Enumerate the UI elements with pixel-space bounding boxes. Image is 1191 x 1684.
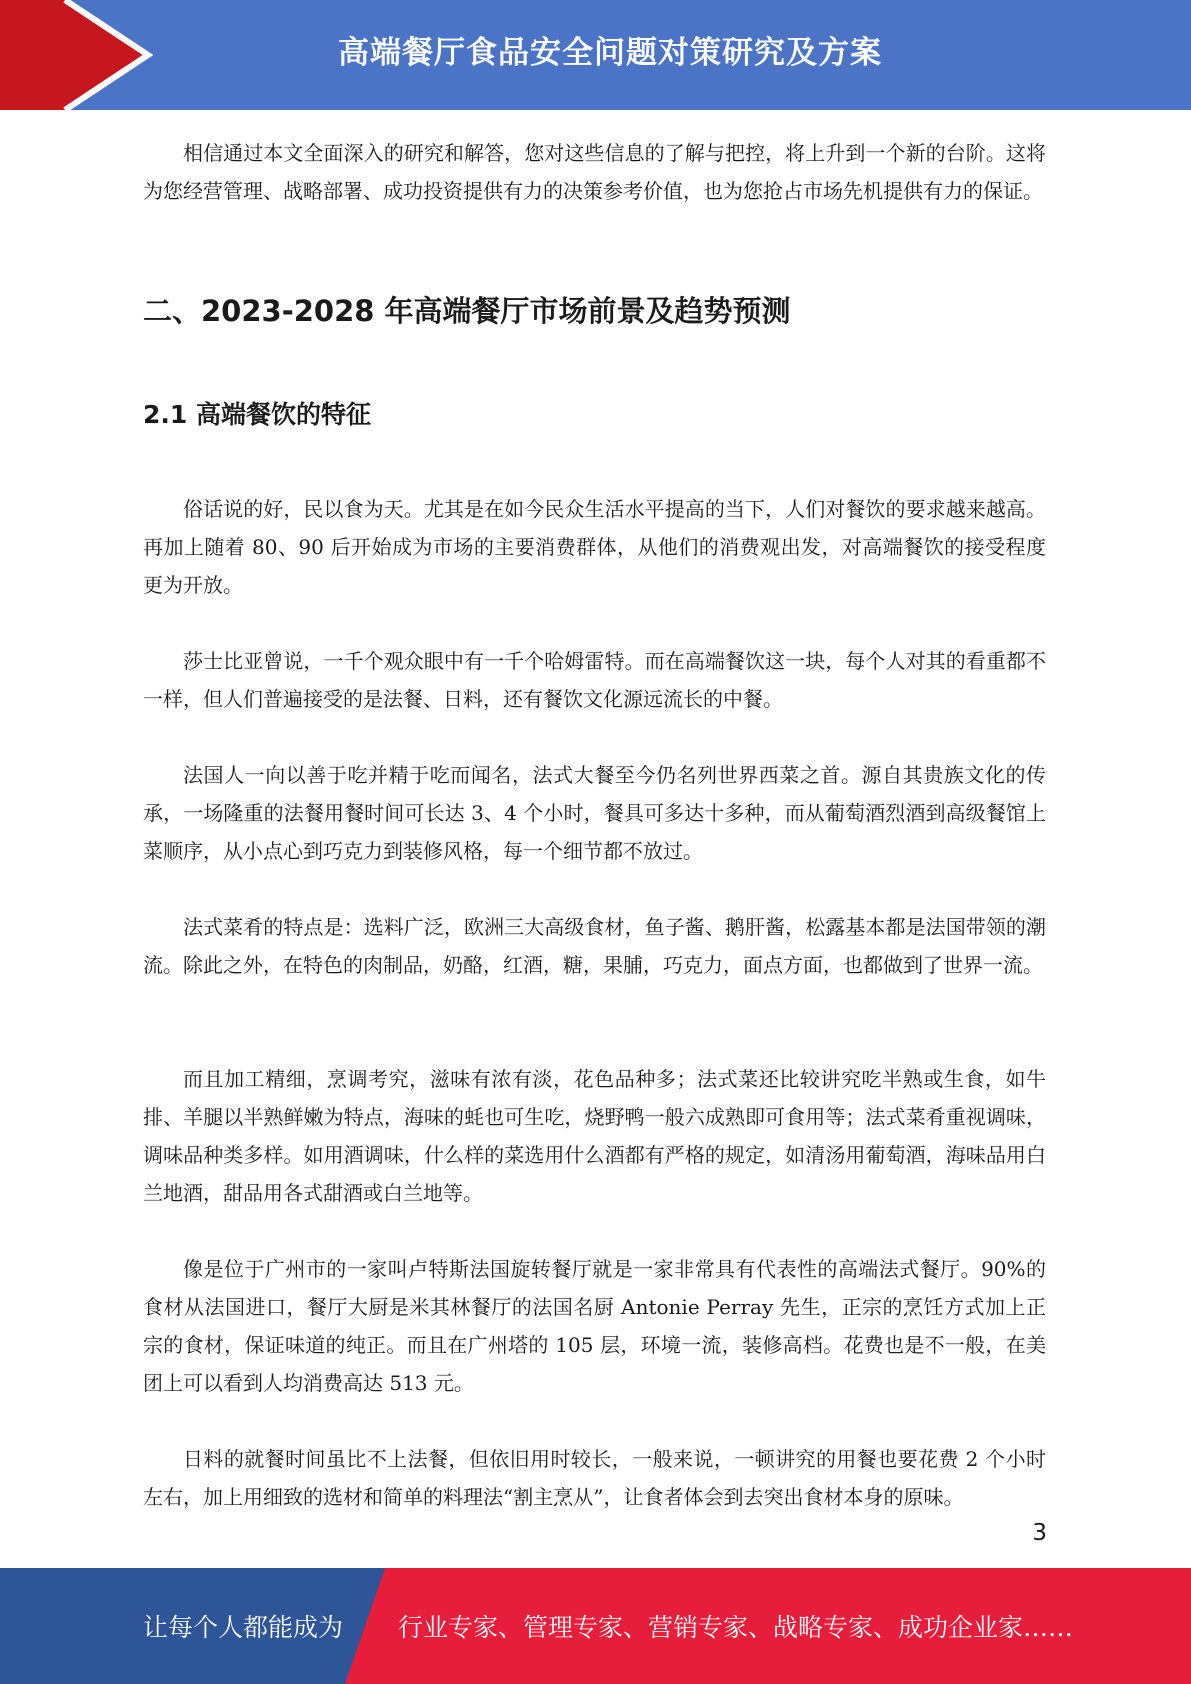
footer-slogan-right: 行业专家、管理专家、营销专家、战略专家、成功企业家…… xyxy=(398,1613,1074,1642)
footer-slogan-left: 让每个人都能成为 xyxy=(143,1613,344,1642)
subsection-heading: 2.1 高端餐饮的特征 xyxy=(143,400,371,429)
section-heading: 二、2023-2028 年高端餐厅市场前景及趋势预测 xyxy=(143,294,791,328)
body-paragraph: 莎士比亚曾说，一千个观众眼中有一千个哈姆雷特。而在高端餐饮这一块，每个人对其的看重都不一样，但人们普遍接受的是法餐、日料，还有餐饮文化源远流长的中餐。 xyxy=(143,649,1046,711)
page-number: 3 xyxy=(1032,1520,1047,1546)
paragraph-6 xyxy=(143,1250,1046,1402)
body-paragraph: 像是位于广州市的一家叫卢特斯法国旋转餐厅就是一家非常具有代表性的高端法式餐厅。90%的食材从法国进口，餐厅大厨是米其林餐厅的法国名厨 Antonie Perray 先生，正宗的烹饪方式加上正宗的食材，保证味道的纯正。而且在广州塔的 105 层，环境一流，装修高档。花费也是不一般，在美团上可以看到人均消费高达 513 元。 xyxy=(143,1257,1046,1395)
paragraph-2 xyxy=(143,642,1046,718)
document-title: 高端餐厅食品安全问题对策研究及方案 xyxy=(338,35,882,71)
body-paragraph: 俗话说的好，民以食为天。尤其是在如今民众生活水平提高的当下，人们对餐饮的要求越来越高。再加上随着 80、90 后开始成为市场的主要消费群体，从他们的消费观出发，对高端餐饮的接受程度更为开放。 xyxy=(143,497,1046,597)
body-paragraph: 日料的就餐时间虽比不上法餐，但依旧用时较长，一般来说，一顿讲究的用餐也要花费 2 个小时左右，加上用细致的选材和简单的料理法“割主烹从”，让食者体会到去突出食材本身的原味。 xyxy=(143,1447,1046,1509)
body-paragraph: 法国人一向以善于吃并精于吃而闻名，法式大餐至今仍名列世界西菜之首。源自其贵族文化的传承，一场隆重的法餐用餐时间可长达 3、4 个小时，餐具可多达十多种，而从葡萄酒烈酒到高级餐馆上菜顺序，从小点心到巧克力到装修风格，每一个细节都不放过。 xyxy=(143,763,1046,863)
paragraph-7 xyxy=(143,1440,1046,1516)
footer-banner xyxy=(0,1568,1191,1684)
paragraph-1 xyxy=(143,490,1046,604)
paragraph-4 xyxy=(143,908,1046,984)
intro-paragraph: 相信通过本文全面深入的研究和解答，您对这些信息的了解与把控，将上升到一个新的台阶。这将为您经营管理、战略部署、成功投资提供有力的决策参考价值，也为您抢占市场先机提供有力的保证。 xyxy=(143,141,1046,203)
body-paragraph: 法式菜肴的特点是：选料广泛，欧洲三大高级食材，鱼子酱、鹅肝酱，松露基本都是法国带领的潮流。除此之外，在特色的肉制品，奶酪，红酒，糖，果脯，巧克力，面点方面，也都做到了世界一流。 xyxy=(143,915,1046,977)
paragraph-3 xyxy=(143,756,1046,870)
body-paragraph: 而且加工精细，烹调考究，滋味有浓有淡，花色品种多；法式菜还比较讲究吃半熟或生食，如牛排、羊腿以半熟鲜嫩为特点，海味的蚝也可生吃，烧野鸭一般六成熟即可食用等；法式菜肴重视调味，调味品种类多样。如用酒调味，什么样的菜选用什么酒都有严格的规定，如清汤用葡萄酒，海味品用白兰地酒，甜品用各式甜酒或白兰地等。 xyxy=(143,1067,1046,1205)
paragraph-5 xyxy=(143,1060,1046,1212)
intro-block xyxy=(143,134,1046,210)
header-arrow-icon xyxy=(0,0,160,110)
